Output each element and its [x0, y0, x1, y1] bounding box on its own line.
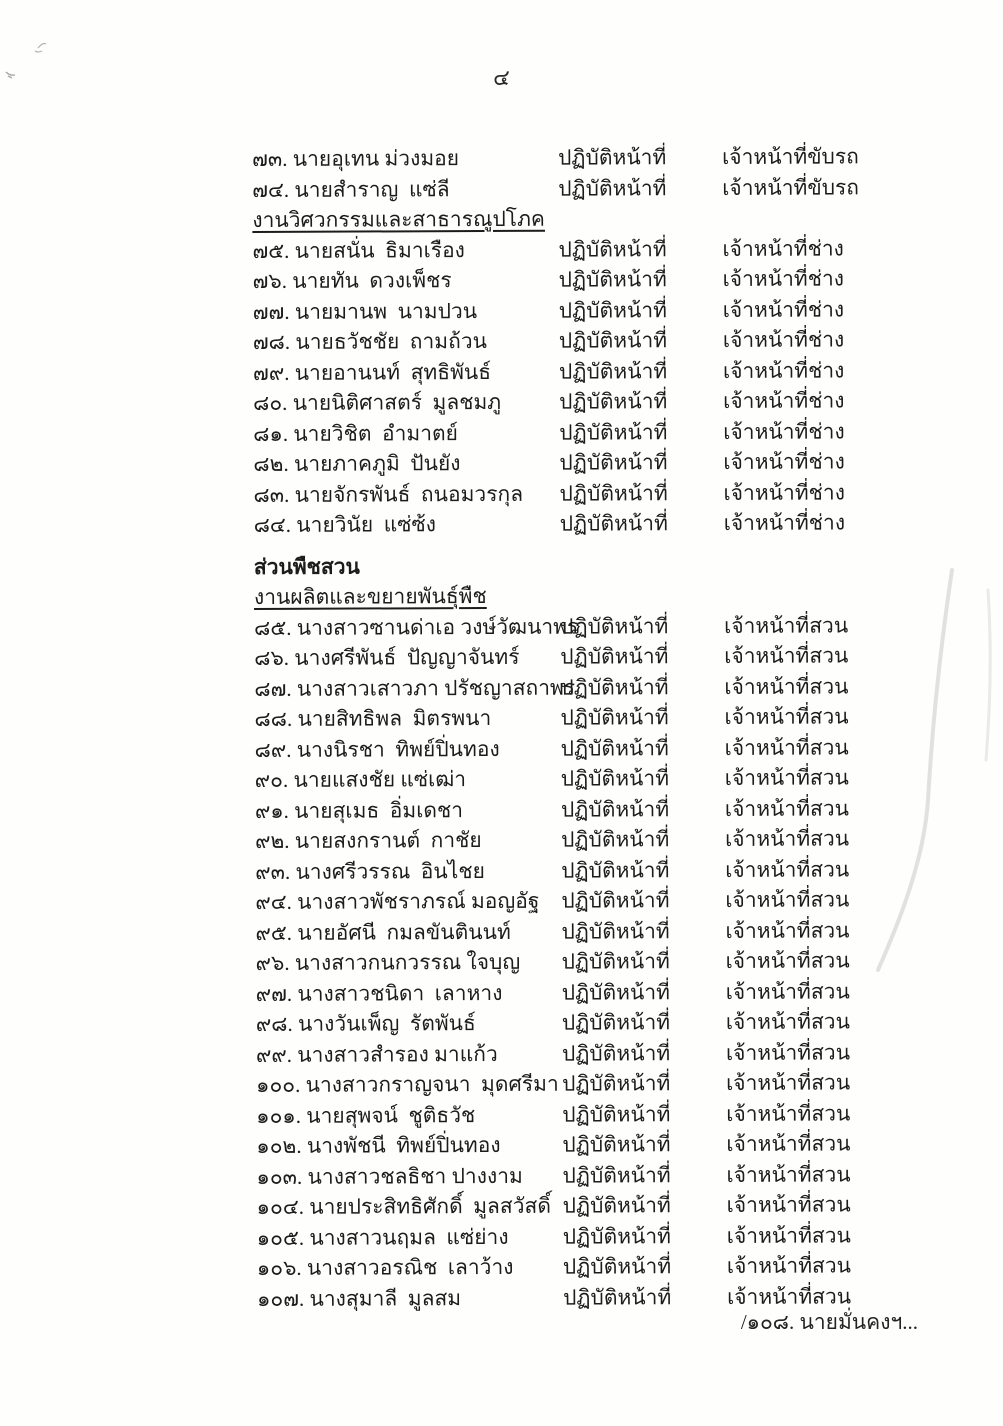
duty-text: ปฏิบัติหน้าที่: [558, 297, 668, 323]
row-number: ๙๔.: [255, 889, 292, 914]
duty-text: ปฏิบัติหน้าที่: [561, 979, 670, 1005]
staff-number-and-name: [255, 825, 561, 857]
staff-number-and-name: [255, 916, 561, 948]
row-number: ๘๗.: [254, 676, 292, 701]
row-number: ๘๙.: [254, 737, 292, 762]
staff-row: [255, 823, 955, 857]
position-text: เจ้าหน้าที่สวน: [726, 1161, 851, 1187]
continuation-note: /๑๐๘. นายมั่นคงฯ...: [740, 1310, 918, 1334]
staff-name: นางวันเพ็ญ รัตพันธ์: [292, 1011, 476, 1036]
position-text: เจ้าหน้าที่สวน: [724, 765, 849, 790]
duty-text: ปฏิบัติหน้าที่: [562, 1193, 671, 1218]
staff-name: นายภาคภูมิ ปันยัง: [288, 451, 461, 476]
staff-name: นางศรีวรรณ อินไชย: [290, 858, 485, 884]
duty-text: ปฏิบัติหน้าที่: [559, 480, 668, 506]
staff-row: [255, 731, 955, 765]
staff-name: นางสาวกราญจนา มุดศรีมา: [300, 1071, 559, 1097]
duty-text: ปฏิบัติหน้าที่: [559, 389, 668, 414]
duty-text: ปฏิบัติหน้าที่: [562, 1101, 671, 1127]
staff-row: [254, 609, 954, 643]
staff-row: [257, 1250, 957, 1284]
row-number: ๑๐๓.: [256, 1164, 303, 1189]
position-text: เจ้าหน้าที่ช่าง: [722, 327, 845, 352]
staff-name: นางสาวชนิดา เลาหาง: [292, 980, 503, 1006]
position-text: เจ้าหน้าที่สวน: [725, 978, 850, 1004]
staff-number-and-name: [254, 672, 576, 704]
staff-row: [255, 884, 955, 918]
staff-name: นายจักรพันธ์ ถนอมวรกุล: [289, 481, 524, 507]
staff-row: [252, 232, 952, 266]
staff-number-and-name: [252, 234, 558, 266]
staff-number-and-name: [254, 642, 560, 674]
staff-row: [255, 914, 955, 948]
staff-row: [252, 141, 952, 175]
staff-number-and-name: [257, 1191, 563, 1223]
staff-name: นายวินัย แซ่ซ้ง: [290, 512, 437, 537]
duty-text: ปฏิบัติหน้าที่: [559, 511, 668, 536]
row-number: ๗๘.: [252, 329, 291, 354]
duty-text: ปฏิบัติหน้าที่: [562, 1223, 672, 1249]
row-number: ๘๔.: [253, 512, 292, 537]
staff-number-and-name: [254, 611, 579, 643]
staff-number-and-name: [256, 1130, 562, 1162]
staff-number-and-name: [254, 509, 560, 541]
staff-number-and-name: [255, 733, 561, 765]
staff-row: [254, 701, 954, 735]
staff-number-and-name: [255, 855, 561, 887]
staff-name: นางนิรชา ทิพย์ปิ่นทอง: [291, 736, 500, 762]
position-text: เจ้าหน้าที่สวน: [725, 948, 850, 973]
duty-text: ปฏิบัติหน้าที่: [561, 1010, 671, 1035]
row-number: ๑๐๑.: [256, 1103, 302, 1128]
staff-row: [254, 670, 954, 704]
position-text: เจ้าหน้าที่สวน: [725, 887, 850, 912]
position-text: เจ้าหน้าที่สวน: [726, 1283, 852, 1309]
row-number: ๙๖.: [255, 950, 290, 975]
position-text: เจ้าหน้าที่สวน: [725, 917, 850, 943]
staff-name: นายมานพ นามปวน: [289, 298, 478, 324]
row-number: ๘๖.: [254, 645, 290, 670]
staff-name: นางสาวพัชราภรณ์ มอญอัฐ: [291, 888, 540, 914]
staff-name: นายอานนท์ สุทธิพันธ์: [289, 359, 492, 385]
row-number: ๙๓.: [255, 859, 291, 884]
duty-text: ปฏิบัติหน้าที่: [559, 419, 668, 445]
staff-name: นายแสงชัย แซ่เฒ่า: [288, 767, 467, 792]
duty-text: ปฏิบัติหน้าที่: [561, 1040, 671, 1066]
duty-text: ปฏิบัติหน้าที่: [560, 796, 670, 822]
row-number: ๗๙.: [252, 360, 290, 385]
position-text: เจ้าหน้าที่ช่าง: [723, 479, 845, 505]
staff-number-and-name: [253, 387, 559, 419]
row-number: ๑๐๔.: [256, 1194, 304, 1219]
duty-text: ปฏิบัติหน้าที่: [562, 1254, 672, 1279]
position-text: เจ้าหน้าที่สวน: [724, 734, 849, 760]
position-text: เจ้าหน้าที่สวน: [725, 856, 850, 882]
staff-number-and-name: [256, 1008, 562, 1040]
duty-text: ปฏิบัติหน้าที่: [560, 674, 669, 700]
staff-number-and-name: [256, 977, 562, 1009]
position-text: เจ้าหน้าที่ช่าง: [722, 357, 845, 383]
duty-text: ปฏิบัติหน้าที่: [560, 766, 670, 791]
staff-name: นางสาวสำรอง มาแก้ว: [291, 1041, 498, 1067]
staff-number-and-name: [252, 143, 558, 175]
staff-number-and-name: [253, 448, 559, 480]
staff-row: [256, 1128, 956, 1162]
position-text: เจ้าหน้าที่ขับรถ: [722, 174, 860, 200]
position-text: เจ้าหน้าที่ช่าง: [722, 235, 844, 261]
row-number: ๙๑.: [254, 798, 289, 823]
staff-number-and-name: [256, 1160, 562, 1192]
staff-name: นางพัชนี ทิพย์ปิ่นทอง: [301, 1132, 501, 1158]
duty-text: ปฏิบัติหน้าที่: [560, 735, 669, 761]
position-text: เจ้าหน้าที่สวน: [724, 612, 849, 638]
staff-number-and-name: [257, 1221, 563, 1253]
staff-number-and-name: [256, 1038, 562, 1070]
position-text: เจ้าหน้าที่ช่าง: [723, 510, 846, 535]
position-text: เจ้าหน้าที่ช่าง: [722, 296, 845, 322]
duty-text: ปฏิบัติหน้าที่: [558, 328, 668, 353]
staff-name: นางสาวเสาวภา ปรัชญาสถาพร: [291, 675, 576, 701]
staff-name: นางสาวนฤมล แซ่ย่าง: [304, 1224, 509, 1250]
row-number: ๗๔.: [252, 177, 290, 202]
row-number: ๑๐๗.: [256, 1286, 305, 1311]
section-header: ส่วนพืชสวน: [253, 554, 360, 579]
row-number: ๘๕.: [254, 615, 292, 640]
staff-number-and-name: [255, 794, 561, 826]
duty-text: ปฏิบัติหน้าที่: [558, 236, 667, 262]
row-number: ๙๗.: [255, 981, 293, 1006]
staff-row: [253, 476, 953, 510]
position-text: เจ้าหน้าที่สวน: [724, 643, 849, 668]
staff-row: [257, 1219, 957, 1253]
row-number: ๙๕.: [255, 920, 293, 945]
row-number: ๘๓.: [253, 482, 290, 507]
staff-row: [253, 415, 953, 449]
staff-number-and-name: [253, 356, 559, 388]
staff-row: [256, 1006, 956, 1040]
position-text: เจ้าหน้าที่สวน: [725, 1009, 850, 1034]
position-text: เจ้าหน้าที่สวน: [725, 1039, 851, 1065]
duty-text: ปฏิบัติหน้าที่: [562, 1071, 671, 1096]
staff-row: [256, 1097, 956, 1131]
position-text: เจ้าหน้าที่ช่าง: [722, 266, 845, 291]
row-number: ๘๐.: [253, 390, 288, 415]
staff-name: นางสาวกนกวรรณ ใจบุญ: [289, 949, 521, 975]
staff-row: [253, 263, 953, 297]
staff-name: นายสนั่น ธิมาเรือง: [289, 237, 465, 263]
position-text: เจ้าหน้าที่สวน: [724, 673, 849, 699]
staff-name: นายอัศนี กมลขันตินนท์: [291, 919, 511, 945]
staff-row: [255, 792, 955, 826]
staff-number-and-name: [255, 886, 561, 918]
staff-name: นายสำราญ แซ่ลี: [289, 176, 450, 202]
staff-name: นางสาวชลธิชา ปางงาม: [302, 1163, 523, 1189]
row-number: ๑๐๕.: [256, 1225, 305, 1250]
staff-row: [254, 640, 954, 674]
staff-row: [255, 853, 955, 887]
staff-number-and-name: [253, 265, 559, 297]
staff-name: นายธวัชชัย ถามถ้วน: [290, 328, 488, 354]
staff-row: [252, 171, 952, 205]
staff-row: [256, 1036, 956, 1070]
staff-name: นางสาวซานด่าเอ วงษ์วัฒนาพร: [291, 614, 579, 640]
duty-text: ปฏิบัติหน้าที่: [561, 857, 670, 883]
staff-number-and-name: [253, 295, 559, 327]
staff-row: [256, 975, 956, 1009]
staff-row: [256, 1067, 956, 1101]
position-text: เจ้าหน้าที่สวน: [726, 1253, 852, 1278]
row-number: ๘๘.: [254, 706, 293, 731]
duty-text: ปฏิบัติหน้าที่: [562, 1162, 671, 1188]
position-text: เจ้าหน้าที่สวน: [726, 1070, 851, 1095]
position-text: เจ้าหน้าที่สวน: [726, 1192, 851, 1217]
duty-text: ปฏิบัติหน้าที่: [561, 949, 670, 974]
position-text: เจ้าหน้าที่ช่าง: [723, 449, 845, 474]
position-text: เจ้าหน้าที่สวน: [724, 704, 849, 729]
staff-row: [253, 293, 953, 327]
duty-text: ปฏิบัติหน้าที่: [558, 358, 668, 384]
staff-name: นายสงกรานต์ กาชัย: [289, 828, 482, 853]
staff-number-and-name: [256, 947, 562, 979]
position-text: เจ้าหน้าที่ช่าง: [723, 388, 845, 413]
duty-text: ปฏิบัติหน้าที่: [558, 175, 667, 201]
duty-text: ปฏิบัติหน้าที่: [562, 1132, 671, 1157]
row-number: ๗๖.: [252, 268, 288, 293]
subsection-header: งานผลิตและขยายพันธุ์พืช: [253, 583, 487, 609]
duty-text: ปฏิบัติหน้าที่: [561, 918, 670, 944]
staff-number-and-name: [256, 1069, 562, 1101]
position-text: เจ้าหน้าที่ขับรถ: [722, 144, 859, 169]
staff-number-and-name: [257, 1252, 563, 1284]
row-number: ๑๐๖.: [256, 1255, 302, 1280]
staff-name: นางสาวอรณิช เลาว้าง: [301, 1254, 514, 1280]
position-text: เจ้าหน้าที่สวน: [726, 1100, 851, 1126]
staff-list: [252, 141, 957, 1314]
staff-name: นายสุพจน์ ชูติธวัช: [300, 1102, 476, 1128]
duty-text: ปฏิบัติหน้าที่: [560, 613, 669, 639]
staff-row: [256, 1158, 956, 1192]
row-number: ๙๒.: [254, 828, 290, 853]
staff-name: นางสุมาลี มูลสม: [304, 1285, 462, 1311]
staff-name: นางศรีพันธ์ ปัญญาจันทร์: [288, 644, 520, 670]
row-number: ๙๐.: [254, 767, 289, 792]
row-number: ๙๘.: [255, 1011, 293, 1036]
staff-name: นายทัน ดวงเพ็ชร: [286, 268, 452, 293]
staff-name: นายวิชิต อำมาตย์: [287, 420, 458, 446]
row-number: ๘๒.: [253, 451, 289, 476]
staff-name: นายนิติศาสตร์ มูลชมภู: [287, 389, 502, 415]
subsection-header: งานวิศวกรรมและสาธารณูปโภค: [252, 206, 545, 232]
position-text: เจ้าหน้าที่สวน: [724, 826, 850, 851]
staff-row: [256, 945, 956, 979]
row-number: ๗๓.: [252, 146, 288, 171]
duty-text: ปฏิบัติหน้าที่: [558, 145, 667, 170]
staff-number-and-name: [253, 478, 559, 510]
row-number: ๗๗.: [252, 299, 290, 324]
staff-row: [254, 507, 954, 541]
staff-row: [253, 324, 953, 358]
page-number: ๔: [493, 65, 510, 90]
row-number: ๑๐๒.: [256, 1133, 302, 1158]
row-number: ๑๐๐.: [256, 1072, 301, 1097]
duty-text: ปฏิบัติหน้าที่: [562, 1284, 672, 1310]
staff-row: [253, 446, 953, 480]
staff-name: นายสุเมธ อิ่มเดชา: [288, 797, 464, 823]
staff-name: นายประสิทธิศักดิ์ มูลสวัสดิ์: [303, 1193, 552, 1219]
staff-number-and-name: [252, 173, 558, 205]
staff-number-and-name: [253, 326, 559, 358]
staff-number-and-name: [256, 1099, 562, 1131]
duty-text: ปฏิบัติหน้าที่: [559, 450, 668, 475]
duty-text: ปฏิบัติหน้าที่: [558, 267, 667, 292]
position-text: เจ้าหน้าที่ช่าง: [723, 418, 845, 444]
duty-text: ปฏิบัติหน้าที่: [560, 644, 669, 669]
staff-row: [255, 762, 955, 796]
position-text: เจ้าหน้าที่สวน: [724, 795, 850, 821]
staff-number-and-name: [254, 703, 560, 735]
row-number: ๗๕.: [252, 238, 290, 263]
staff-number-and-name: [253, 417, 559, 449]
staff-row: [257, 1189, 957, 1223]
staff-name: นายสิทธิพล มิตรพนา: [292, 705, 492, 731]
staff-number-and-name: [255, 764, 561, 796]
position-text: เจ้าหน้าที่สวน: [726, 1131, 851, 1156]
position-text: เจ้าหน้าที่สวน: [726, 1222, 851, 1248]
row-number: ๘๑.: [253, 421, 289, 446]
row-number: ๙๙.: [255, 1042, 293, 1067]
staff-row: [253, 354, 953, 388]
duty-text: ปฏิบัติหน้าที่: [560, 827, 670, 852]
duty-text: ปฏิบัติหน้าที่: [561, 888, 670, 913]
duty-text: ปฏิบัติหน้าที่: [560, 705, 669, 730]
staff-row: [253, 385, 953, 419]
staff-name: นายอุเทน ม่วงมอย: [287, 146, 460, 171]
